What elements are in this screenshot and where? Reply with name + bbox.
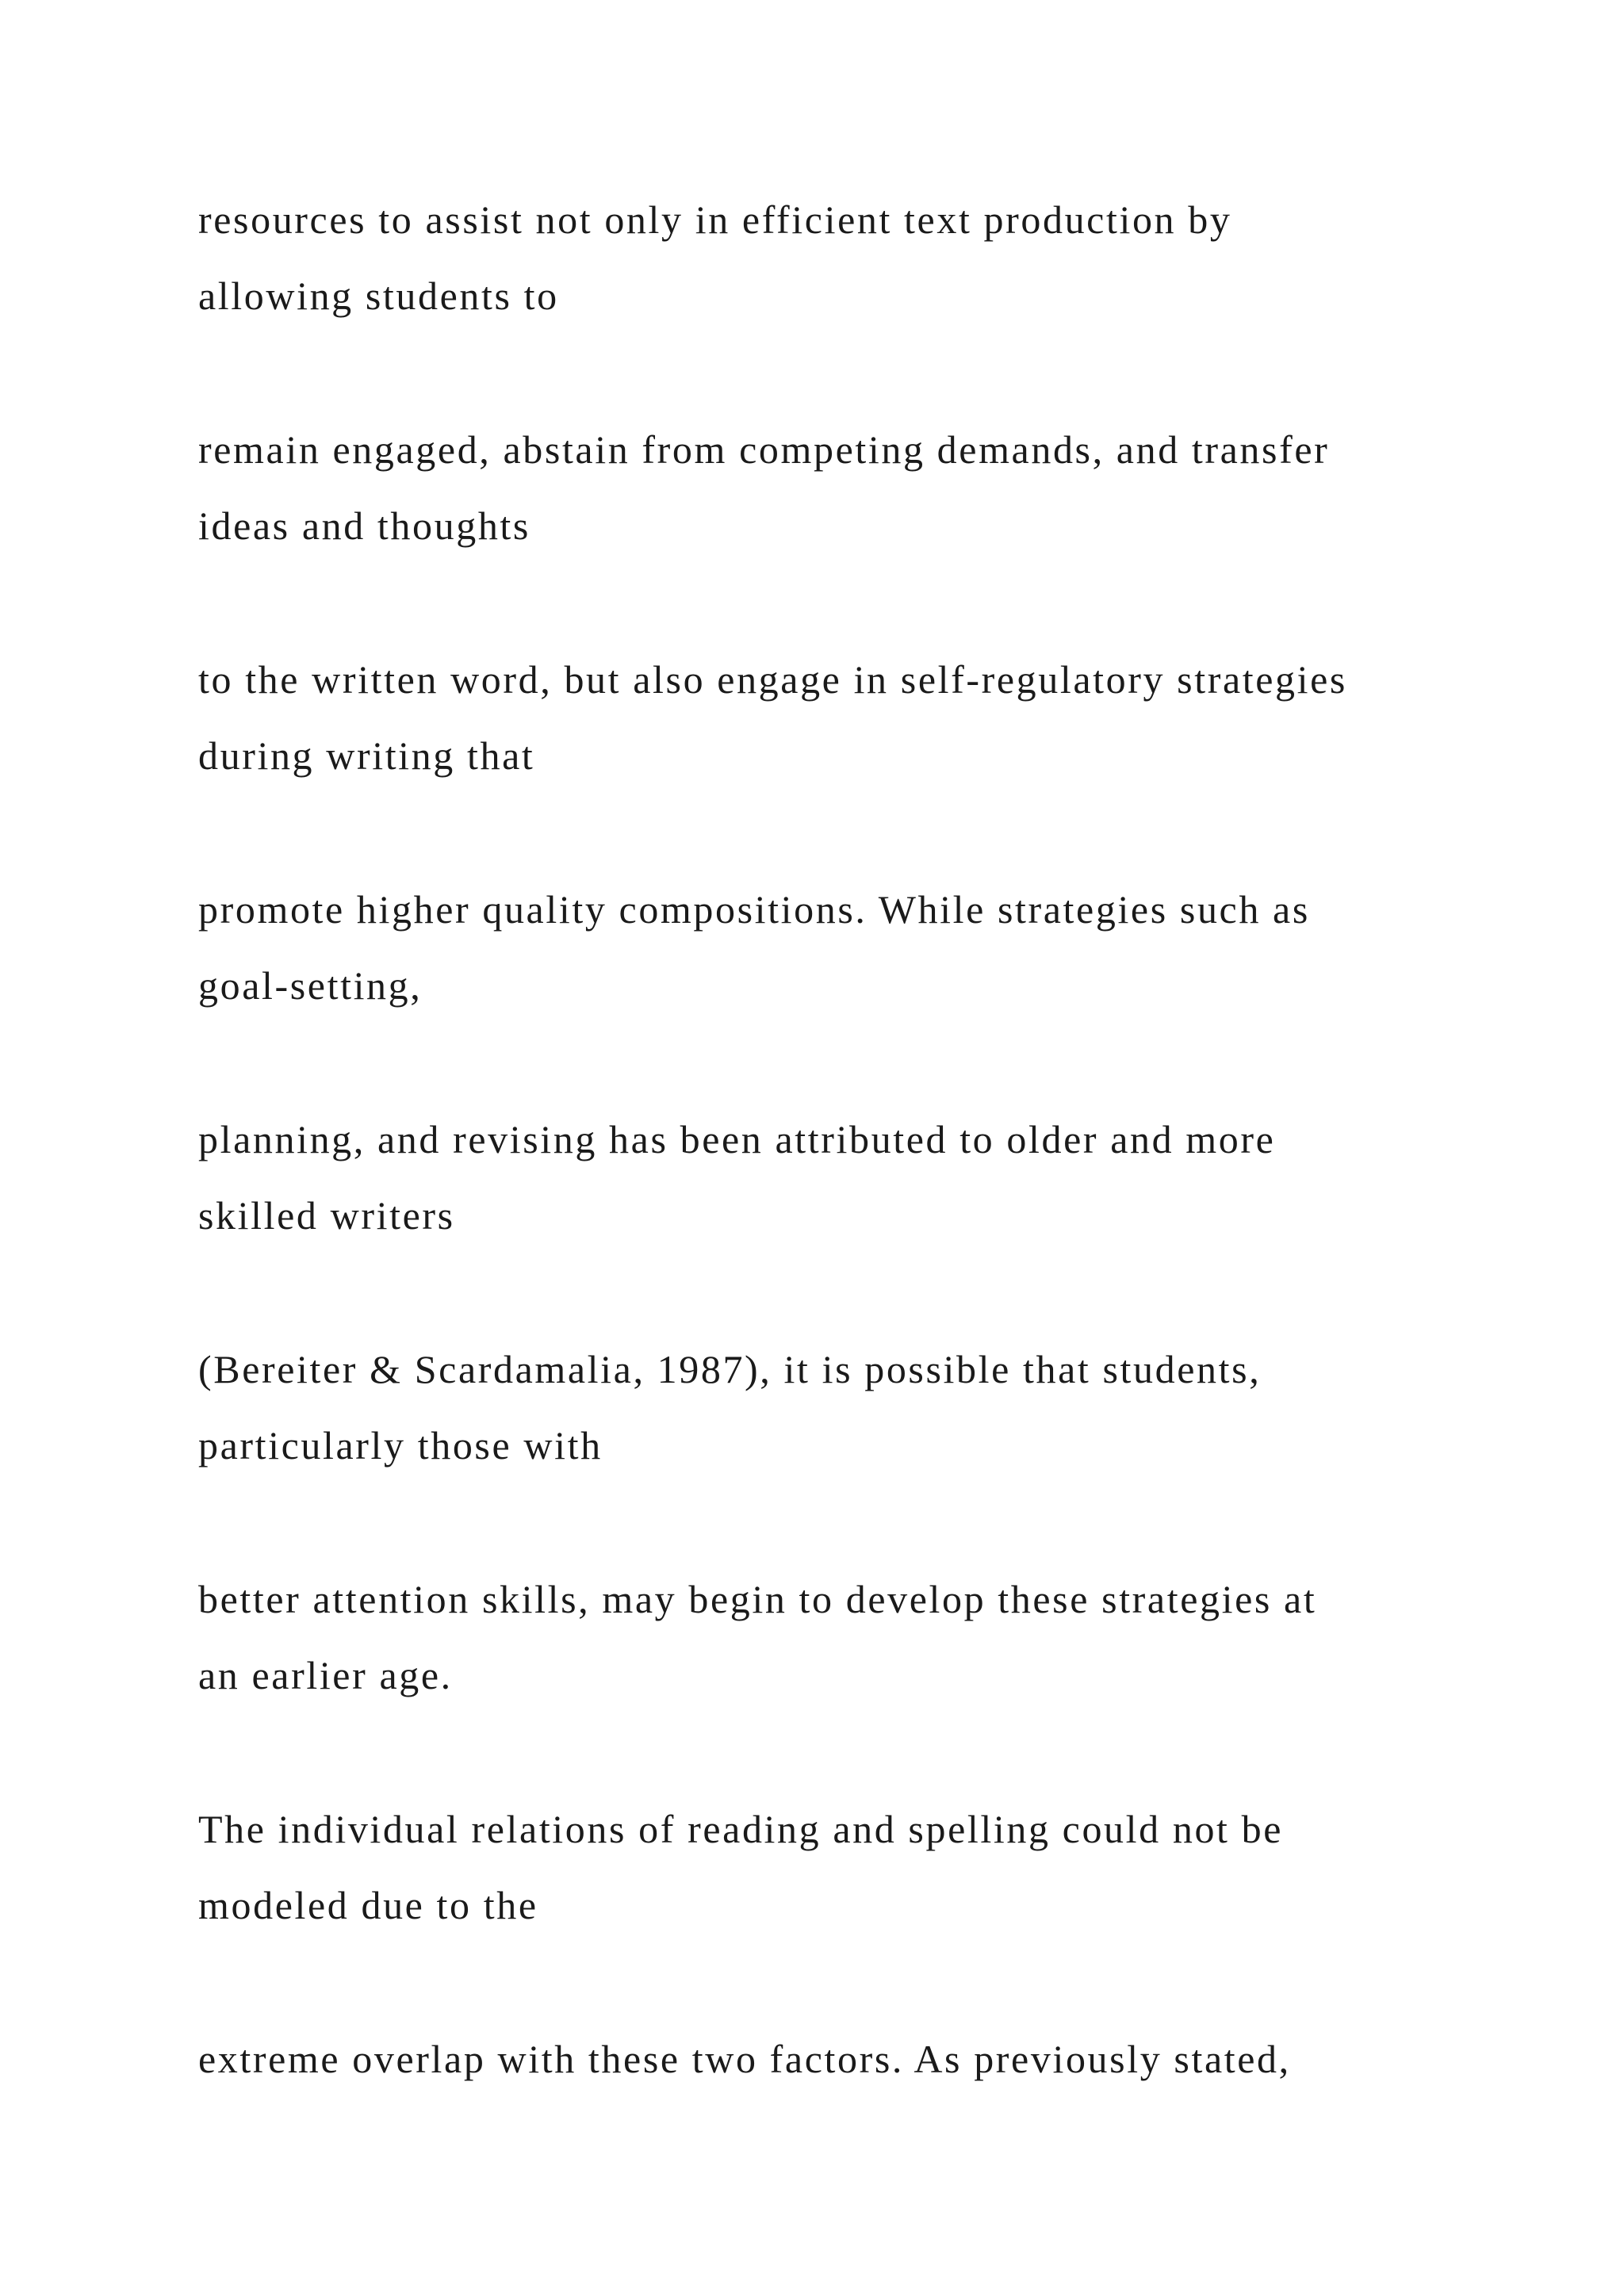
text-line: remain engaged, abstain from competing demands, and transfer xyxy=(198,427,1330,472)
paragraph xyxy=(198,182,1546,334)
text-line: to the written word, but also engage in self-regulatory strategies xyxy=(198,657,1347,702)
paragraph xyxy=(198,641,1546,794)
text-line: during writing that xyxy=(198,733,535,778)
text-line: resources to assist not only in efficient text production by xyxy=(198,197,1232,242)
text-line: planning, and revising has been attributed to older and more xyxy=(198,1117,1276,1161)
text-line: better attention skills, may begin to develop these strategies at xyxy=(198,1577,1317,1621)
text-line: goal-setting, xyxy=(198,963,423,1008)
paragraph xyxy=(198,1561,1546,1713)
text-line: modeled due to the xyxy=(198,1883,538,1927)
text-line: skilled writers xyxy=(198,1193,455,1238)
text-line: allowing students to xyxy=(198,274,559,318)
text-line: The individual relations of reading and spelling could not be xyxy=(198,1807,1284,1851)
paragraph xyxy=(198,871,1546,1024)
paragraph xyxy=(198,411,1546,564)
paragraph xyxy=(198,1331,1546,1483)
text-line: extreme overlap with these two factors. As previously stated, xyxy=(198,2037,1291,2081)
paragraph xyxy=(198,1791,1546,1943)
body-text xyxy=(198,182,1546,2175)
text-line: particularly those with xyxy=(198,1423,603,1468)
text-line: an earlier age. xyxy=(198,1653,453,1697)
text-line: (Bereiter & Scardamalia, 1987), it is possible that students, xyxy=(198,1347,1262,1391)
paragraph xyxy=(198,1101,1546,1253)
text-line: ideas and thoughts xyxy=(198,503,530,548)
paragraph xyxy=(198,2021,1546,2097)
text-line: promote higher quality compositions. While strategies such as xyxy=(198,887,1310,932)
